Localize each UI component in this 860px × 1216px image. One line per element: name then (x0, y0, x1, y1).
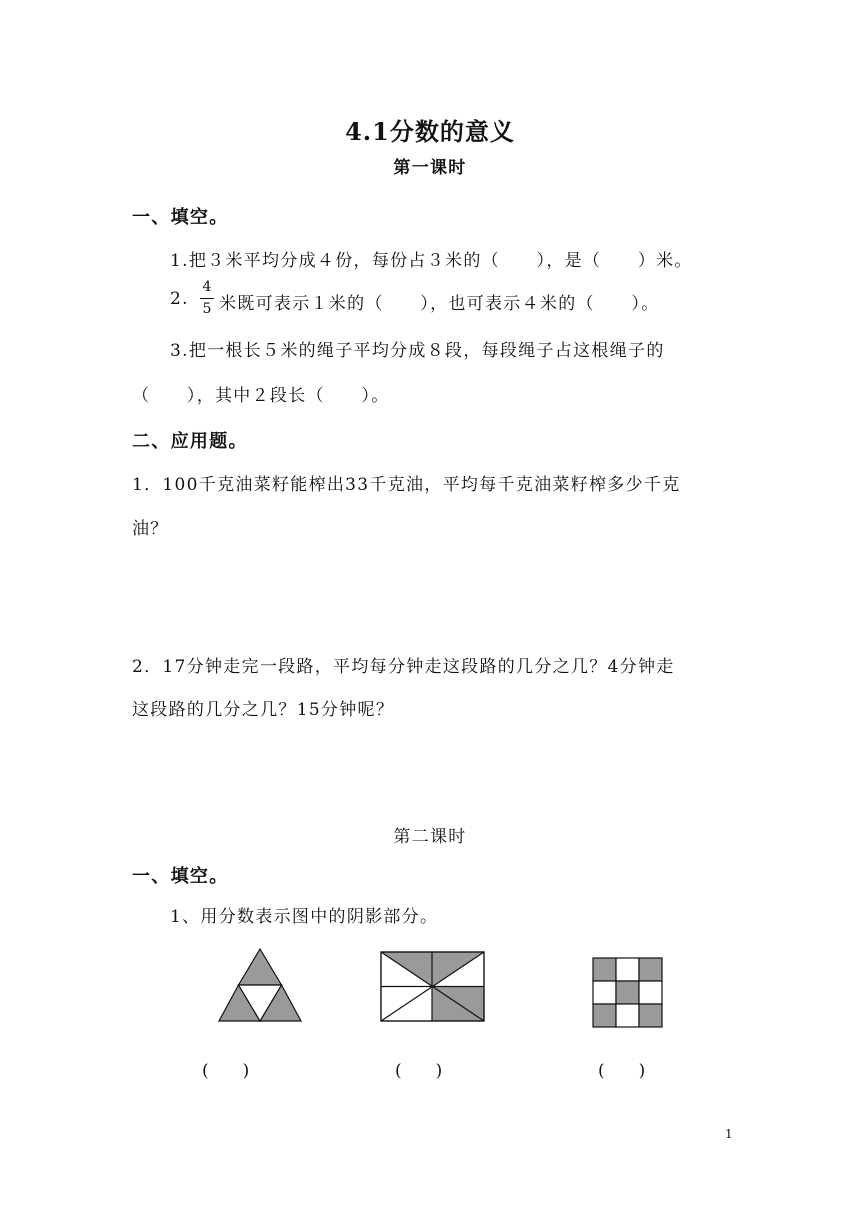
lesson1-q3-line2: （ ），其中２段长（ ）。 (132, 386, 390, 406)
lesson1-section2-heading: 二、应用题。 (132, 431, 248, 452)
lesson2-section1-heading: 一、填空。 (132, 866, 229, 887)
lesson1-q3-line1: 3.把一根长５米的绳子平均分成８段，每段绳子占这根绳子的 (170, 341, 665, 361)
lesson1-section1-heading: 一、填空。 (132, 207, 229, 228)
page-title: 4.1分数的意义 (345, 117, 515, 146)
lesson1-heading: 第一课时 (393, 158, 467, 178)
answer-blank-3[interactable]: ( ) (598, 1061, 646, 1081)
lesson2-q1: 1、用分数表示图中的阴影部分。 (170, 907, 439, 927)
fraction-denominator: 5 (202, 301, 212, 317)
lesson1-q2-text: 米既可表示１米的（ ），也可表示４米的（ ）。 (219, 294, 660, 314)
grid-cell-white (616, 958, 639, 981)
grid-figure (592, 957, 664, 1029)
grid-cell-white (616, 1004, 639, 1027)
grid-cell-shaded (593, 958, 616, 981)
grid-cell-white (639, 981, 662, 1004)
fraction-bar (200, 298, 214, 299)
fraction-numerator: 4 (202, 279, 212, 295)
page-number: 1 (725, 1127, 733, 1141)
grid-cell-white (593, 981, 616, 1004)
answer-blank-2[interactable]: ( ) (395, 1061, 443, 1081)
application-q1-line1: 1．100千克油菜籽能榨出33千克油，平均每千克油菜籽榨多少千克 (132, 475, 681, 495)
grid-cell-shaded (593, 1004, 616, 1027)
lesson1-q1: 1.把３米平均分成４份，每份占３米的（ ），是（ ）米。 (170, 251, 693, 271)
application-q1-line2: 油？ (132, 519, 169, 539)
application-q2-line1: 2．17分钟走完一段路，平均每分钟走这段路的几分之几？4分钟走 (132, 657, 675, 677)
grid-cell-shaded (616, 981, 639, 1004)
rectangle-figure (380, 951, 486, 1023)
triangle-top-shaded (239, 949, 282, 985)
application-q2-line2: 这段路的几分之几？15分钟呢？ (132, 700, 395, 720)
answer-blank-1[interactable]: ( ) (202, 1061, 250, 1081)
lesson1-q2-number: 2. (170, 289, 189, 309)
lesson2-heading: 第二课时 (393, 827, 467, 847)
grid-cell-shaded (639, 1004, 662, 1027)
fraction-four-fifths (200, 279, 214, 318)
triangle-figure (217, 947, 303, 1023)
grid-cell-shaded (639, 958, 662, 981)
